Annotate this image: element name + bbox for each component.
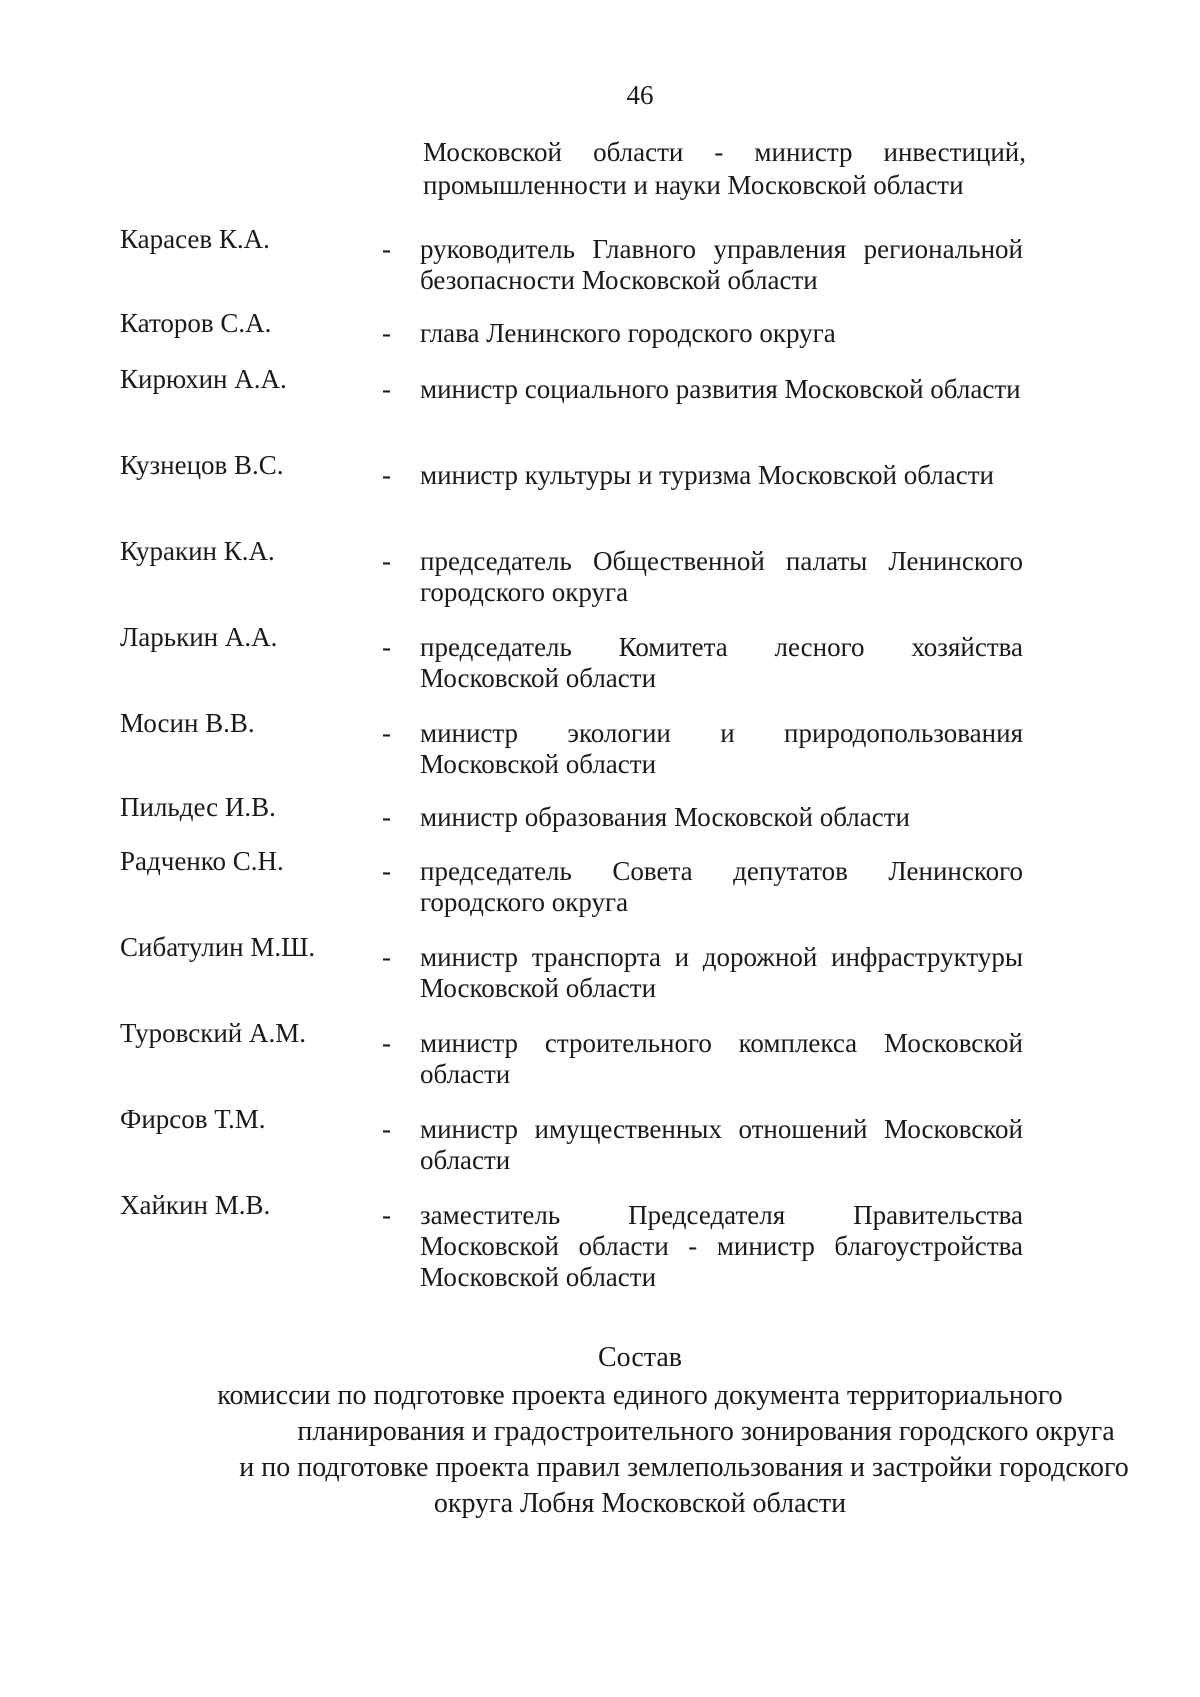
member-dash: - <box>382 856 391 886</box>
member-dash: - <box>382 234 391 264</box>
member-dash: - <box>382 546 391 576</box>
member-position: министр социального развития Московской области <box>420 374 1021 404</box>
continuation-text: Московской области - министр инвестиций, промышленности и науки Московской области <box>423 137 1026 200</box>
member-dash: - <box>382 460 391 490</box>
member-position: министр имущественных отношений Московской области <box>420 1114 1023 1175</box>
member-position: председатель Общественной палаты Ленинского городского округа <box>420 546 1023 607</box>
section-subtitle-line: комиссии по подготовке проекта единого документа территориального <box>217 1380 1063 1411</box>
member-name: Радченко С.Н. <box>120 846 284 876</box>
member-position: заместитель Председателя Правительства Московской области - министр благоустройства Московской области <box>420 1200 1023 1292</box>
member-dash: - <box>382 1028 391 1058</box>
member-position: глава Ленинского городского округа <box>420 318 836 348</box>
member-dash: - <box>382 632 391 662</box>
member-name: Каторов С.А. <box>120 308 272 338</box>
member-position: министр строительного комплекса Московской области <box>420 1028 1023 1089</box>
member-position: министр транспорта и дорожной инфраструктуры Московской области <box>420 942 1023 1003</box>
member-name: Сибатулин М.Ш. <box>120 932 316 962</box>
member-position: председатель Совета депутатов Ленинского городского округа <box>420 856 1023 917</box>
member-dash: - <box>382 942 391 972</box>
member-dash: - <box>382 318 391 348</box>
member-name: Фирсов Т.М. <box>120 1104 266 1134</box>
section-subtitle-line: и по подготовке проекта правил землепользования и застройки городского <box>239 1452 1129 1483</box>
member-name: Мосин В.В. <box>120 708 255 738</box>
member-position: министр экологии и природопользования Московской области <box>420 718 1023 779</box>
section-title: Состав <box>597 1342 683 1373</box>
page-number: 46 <box>626 80 654 110</box>
member-name: Куракин К.А. <box>120 536 275 566</box>
section-subtitle-line: округа Лобня Московской области <box>433 1488 847 1519</box>
member-name: Хайкин М.В. <box>120 1190 271 1220</box>
member-position: председатель Комитета лесного хозяйства Московской области <box>420 632 1023 693</box>
member-position: министр образования Московской области <box>420 802 910 832</box>
member-position: руководитель Главного управления региональной безопасности Московской области <box>420 234 1023 295</box>
member-name: Карасев К.А. <box>120 224 270 254</box>
member-dash: - <box>382 718 391 748</box>
member-position: министр культуры и туризма Московской области <box>420 460 994 490</box>
member-dash: - <box>382 1114 391 1144</box>
member-dash: - <box>382 1200 391 1230</box>
member-dash: - <box>382 374 391 404</box>
section-subtitle-line: планирования и градостроительного зонирования городского округа <box>297 1416 1115 1447</box>
member-name: Кирюхин А.А. <box>120 364 287 394</box>
member-dash: - <box>382 802 391 832</box>
member-name: Кузнецов В.С. <box>120 450 284 480</box>
member-name: Ларькин А.А. <box>120 622 278 652</box>
member-name: Туровский А.М. <box>120 1018 306 1048</box>
member-name: Пильдес И.В. <box>120 792 276 822</box>
